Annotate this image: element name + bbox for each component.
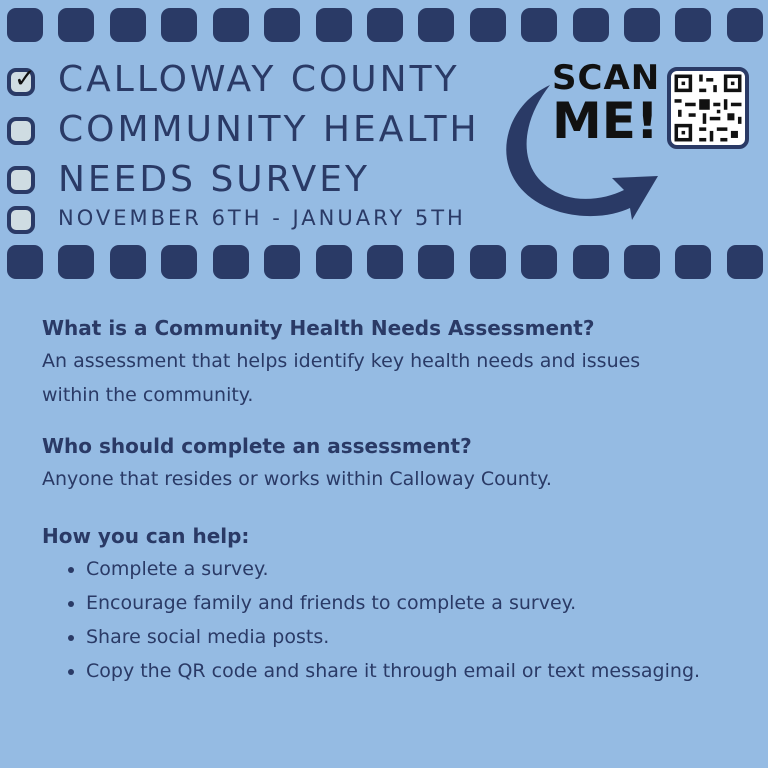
checkmark-icon: ✓ bbox=[14, 64, 36, 94]
section-heading: Who should complete an assessment? bbox=[42, 434, 472, 458]
section-heading: What is a Community Health Needs Assessment? bbox=[42, 316, 595, 340]
survey-dates: NOVEMBER 6TH - JANUARY 5TH bbox=[58, 206, 466, 230]
title-line: NEEDS SURVEY bbox=[58, 159, 371, 200]
section-body: Anyone that resides or works within Calloway County. bbox=[42, 468, 552, 490]
checkbox-icon bbox=[7, 206, 35, 234]
qr-pattern bbox=[671, 71, 745, 145]
info-content bbox=[42, 312, 702, 688]
scan-label: SCAN bbox=[552, 58, 661, 98]
list-item: • Complete a survey. bbox=[86, 552, 702, 586]
list-item: • Encourage family and friends to complete a survey. bbox=[86, 586, 702, 620]
checkbox-icon bbox=[7, 117, 35, 145]
title-line: COMMUNITY HEALTH bbox=[58, 109, 480, 150]
qr-code-icon[interactable] bbox=[667, 67, 749, 149]
decorative-dots-top bbox=[7, 8, 763, 42]
section-heading: How you can help: bbox=[42, 524, 250, 548]
scan-me-label: ME! bbox=[552, 92, 659, 150]
list-item: • Share social media posts. bbox=[86, 620, 702, 654]
decorative-dots-bottom bbox=[7, 245, 763, 279]
checkbox-icon bbox=[7, 64, 36, 96]
list-item: • Copy the QR code and share it through email or text messaging. bbox=[86, 654, 702, 688]
title-line: CALLOWAY COUNTY bbox=[58, 59, 460, 100]
help-list bbox=[42, 552, 702, 688]
section-body: An assessment that helps identify key health needs and issues within the community. bbox=[42, 350, 641, 406]
checkbox-icon bbox=[7, 166, 35, 194]
